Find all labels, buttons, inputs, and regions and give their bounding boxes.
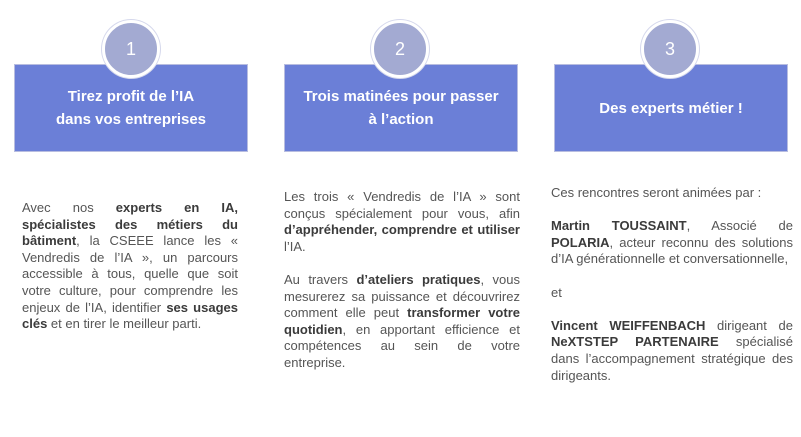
step-1-description: [22, 200, 238, 349]
step-1-badge: 1: [102, 20, 160, 78]
step-3-title-line1: Des experts métier !: [599, 99, 743, 117]
step-2-paragraph-1: Les trois « Vendredis de l’IA » sont conçus spécialement pour vous, afin d’appréhender, comprendre et utiliser l’IA.: [284, 189, 520, 254]
step-3-and: et: [551, 284, 562, 300]
step-2-badge: 2: [371, 20, 429, 78]
step-1-title-line1: Tirez profit de l’IA: [67, 88, 195, 105]
step-3-description: [551, 185, 793, 401]
step-3-expert-2: Vincent WEIFFENBACH dirigeant de NeXTSTEP PARTENAIRE spécialisé dans l’accompagnement stratégique des dirigeants.: [551, 317, 793, 383]
step-3-expert-1: Martin TOUSSAINT, Associé de POLARIA, acteur reconnu des solutions d’IA générationnelle et conversationnelle,: [551, 218, 793, 267]
step-1-paragraph: Avec nos experts en IA, spécialistes des métiers du bâtiment, la CSEEE lance les « Vendredis de l’IA », un parcours accessible à tous, quelle que soit votre culture, pour comprendre les enjeux de l’IA, identifier ses usages clés et en tirer le meilleur parti.: [22, 200, 238, 332]
step-1-title-line2: dans vos entreprises: [55, 111, 207, 128]
step-2-description: [284, 189, 520, 388]
step-2-title-line2: à l’action: [368, 111, 434, 128]
step-3-badge: 3: [641, 20, 699, 78]
step-3-intro: Ces rencontres seront animées par :: [551, 185, 762, 200]
step-2-paragraph-2: Au travers d’ateliers pratiques, vous mesurerez sa puissance et découvrirez comment elle peut transformer votre quotidien, en apportant efficience et compétences au sein de votre entreprise.: [284, 271, 521, 370]
step-2-title-line1: Trois matinées pour passer: [303, 88, 499, 105]
